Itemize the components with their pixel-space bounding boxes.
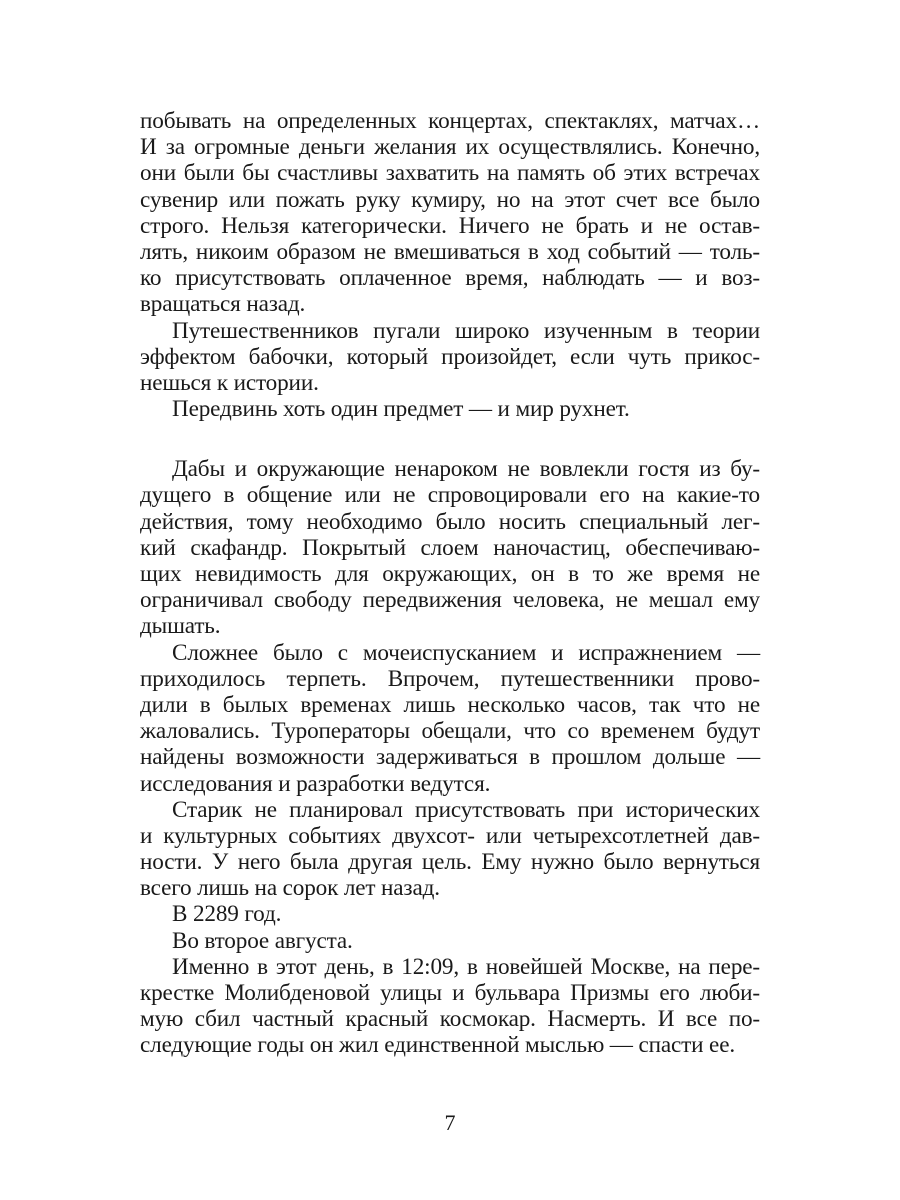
text-line: мую сбил частный красный космокар. Насмерть. И все по- <box>140 1006 760 1033</box>
text-line: ности. У него была другая цель. Ему нужно было вернуться <box>140 849 760 876</box>
paragraph <box>140 797 760 902</box>
text-line: Передвинь хоть один предмет — и мир рухнет. <box>172 396 630 423</box>
text-line: И за огромные деньги желания их осуществлялись. Конечно, <box>140 134 760 161</box>
text-line: Во второе августа. <box>172 927 353 954</box>
text-line: вращаться назад. <box>140 291 306 318</box>
text-line: следующие годы он жил единственной мыслью — спасти ее. <box>140 1032 735 1059</box>
text-line: Путешественников пугали широко изученным в теории <box>172 317 760 344</box>
paragraph <box>140 640 760 797</box>
text-line: Дабы и окружающие ненароком не вовлекли гостя из бу- <box>172 456 760 483</box>
paragraph <box>140 456 760 639</box>
text-line: нешься к истории. <box>140 369 319 396</box>
text-line: дущего в общение или не спровоцировали его на какие-то <box>140 482 760 509</box>
text-line: эффектом бабочки, который произойдет, если чуть прикос- <box>140 343 760 370</box>
text-line: и культурных событиях двухсот- или четырехсотлетней дав- <box>140 822 760 849</box>
text-line: побывать на определенных концертах, спектаклях, матчах… <box>140 108 760 134</box>
text-line: исследования и разработки ведутся. <box>140 770 491 797</box>
text-line: крестке Молибденовой улицы и бульвара Призмы его люби- <box>140 980 760 1006</box>
book-page-text <box>140 108 760 1059</box>
text-line: Сложнее было с мочеиспусканием и испражнением — <box>172 639 760 666</box>
paragraph <box>140 954 760 1059</box>
text-line: лять, никоим образом не вмешиваться в ход событий — толь- <box>140 238 760 265</box>
text-line: щих невидимость для окружающих, он в то же время не <box>140 561 760 587</box>
page-number: 7 <box>444 1110 456 1135</box>
paragraph <box>140 901 760 927</box>
paragraph <box>140 396 760 422</box>
text-line: сувенир или пожать руку кумиру, но на этот счет все было <box>140 186 760 213</box>
text-line: жаловались. Туроператоры обещали, что со временем будут <box>140 718 760 745</box>
text-line: найдены возможности задерживаться в прошлом дольше — <box>140 744 760 771</box>
paragraph <box>140 318 760 397</box>
text-line: строго. Нельзя категорически. Ничего не брать и не остав- <box>140 212 760 239</box>
text-line: дышать. <box>140 613 221 640</box>
text-line: всего лишь на сорок лет назад. <box>140 875 440 902</box>
text-line: ограничивал свободу передвижения человека, не мешал ему <box>140 587 760 614</box>
text-line: дили в былых временах лишь несколько часов, так что не <box>140 691 760 718</box>
text-line: ко присутствовать оплаченное время, наблюдать — и воз- <box>140 265 760 292</box>
text-line: приходилось терпеть. Впрочем, путешественники прово- <box>140 665 760 692</box>
text-line: Старик не планировал присутствовать при исторических <box>172 796 760 823</box>
text-line: они были бы счастливы захватить на память об этих встречах <box>140 160 760 187</box>
paragraph <box>140 108 760 318</box>
text-line: В 2289 год. <box>172 901 282 928</box>
section-break <box>140 422 760 456</box>
text-line: действия, тому необходимо было носить специальный лег- <box>140 508 760 535</box>
text-line: Именно в этот день, в 12:09, в новейшей Москве, на пере- <box>172 953 760 980</box>
paragraph <box>140 928 760 954</box>
text-line: кий скафандр. Покрытый слоем наночастиц, обеспечиваю- <box>140 534 760 561</box>
